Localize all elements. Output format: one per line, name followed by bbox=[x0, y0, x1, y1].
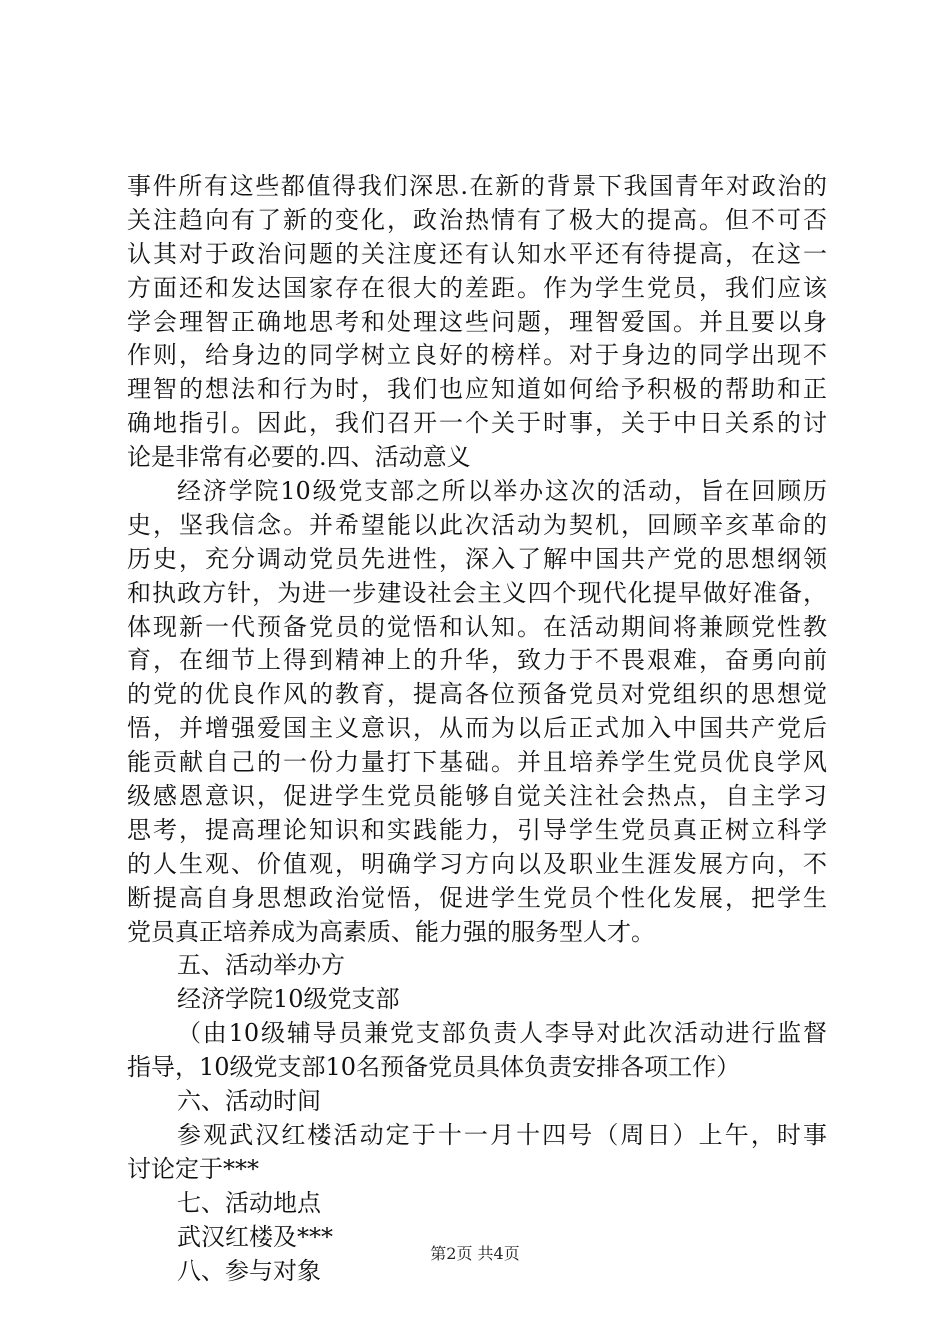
text-line: 史，坚我信念。并希望能以此次活动为契机，回顾辛亥革命的 bbox=[127, 510, 827, 539]
text-line: 经济学院10级党支部之所以举办这次的活动，旨在回顾历 bbox=[177, 477, 827, 506]
body-text bbox=[127, 170, 827, 1288]
text-line: 五、活动举办方 bbox=[177, 951, 345, 980]
text-line: 六、活动时间 bbox=[177, 1087, 321, 1116]
text-line: 理智的想法和行为时，我们也应知道如何给予积极的帮助和正 bbox=[127, 375, 827, 404]
text-line: 指导，10级党支部10名预备党员具体负责安排各项工作） bbox=[127, 1053, 741, 1082]
text-line: 悟，并增强爱国主义意识，从而为以后正式加入中国共产党后 bbox=[127, 714, 827, 743]
text-line: 学会理智正确地思考和处理这些问题，理智爱国。并且要以身 bbox=[127, 307, 827, 336]
text-line: 思考，提高理论知识和实践能力，引导学生党员真正树立科学 bbox=[127, 815, 827, 844]
text-line: 的人生观、价值观，明确学习方向以及职业生涯发展方向，不 bbox=[127, 849, 827, 878]
text-line: 方面还和发达国家存在很大的差距。作为学生党员，我们应该 bbox=[127, 273, 827, 302]
text-line: 参观武汉红楼活动定于十一月十四号（周日）上午，时事 bbox=[177, 1120, 827, 1149]
text-line: 和执政方针，为进一步建设社会主义四个现代化提早做好准备， bbox=[127, 578, 827, 607]
text-line: 关注趋向有了新的变化，政治热情有了极大的提高。但不可否 bbox=[127, 205, 827, 234]
text-line: 的党的优良作风的教育，提高各位预备党员对党组织的思想觉 bbox=[127, 680, 827, 709]
text-line: 事件所有这些都值得我们深思.在新的背景下我国青年对政治的 bbox=[127, 172, 827, 200]
text-line: 断提高自身思想政治觉悟，促进学生党员个性化发展，把学生 bbox=[127, 883, 827, 912]
text-line: 育，在细节上得到精神上的升华，致力于不畏艰难，奋勇向前 bbox=[127, 646, 827, 675]
text-line: 七、活动地点 bbox=[177, 1188, 321, 1217]
text-line: 论是非常有必要的.四、活动意义 bbox=[127, 443, 471, 472]
text-line: 武汉红楼及*** bbox=[177, 1222, 333, 1251]
text-line: 历史，充分调动党员先进性，深入了解中国共产党的思想纲领 bbox=[127, 544, 827, 573]
text-line: 八、参与对象 bbox=[177, 1256, 321, 1285]
text-line: 认其对于政治问题的关注度还有认知水平还有待提高，在这一 bbox=[127, 239, 827, 268]
text-line: 级感恩意识，促进学生党员能够自觉关注社会热点，自主学习 bbox=[127, 782, 827, 811]
text-line: 作则，给身边的同学树立良好的榜样。对于身边的同学出现不 bbox=[127, 341, 827, 370]
text-line: 确地指引。因此，我们召开一个关于时事，关于中日关系的讨 bbox=[127, 409, 827, 438]
text-line: 体现新一代预备党员的觉悟和认知。在活动期间将兼顾党性教 bbox=[127, 612, 827, 641]
text-line: 讨论定于*** bbox=[127, 1154, 259, 1183]
text-line: （由10级辅导员兼党支部负责人李导对此次活动进行监督 bbox=[177, 1019, 827, 1048]
text-line: 党员真正培养成为高素质、能力强的服务型人才。 bbox=[127, 917, 655, 946]
text-line: 能贡献自己的一份力量打下基础。并且培养学生党员优良学风 bbox=[127, 748, 827, 777]
text-line: 经济学院10级党支部 bbox=[177, 985, 400, 1014]
page-footer: 第2页 共4页 bbox=[430, 1244, 520, 1263]
